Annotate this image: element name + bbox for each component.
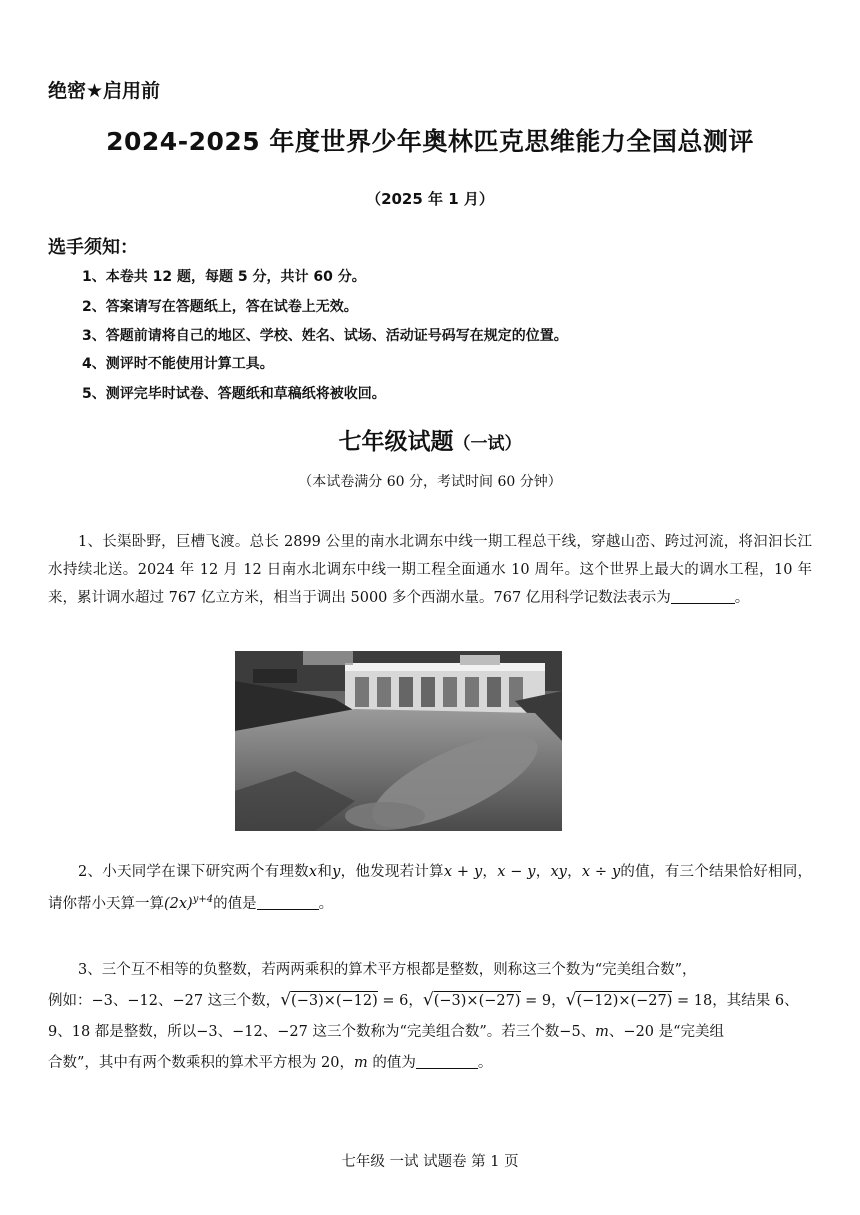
section-title-main: 七年级试题 [338,429,454,455]
secret-mark: 绝密★启用前 [48,80,161,102]
notice-rule: 5、测评完毕时试卷、答题纸和草稿纸将被收回。 [82,386,386,402]
answer-blank [416,1052,478,1069]
sqrt-sign: √ [565,990,577,1010]
water-project-photo-image [235,651,562,831]
question-3-text: 的值为 [367,1055,416,1071]
notice-rule: 1、本卷共 12 题，每题 5 分，共计 60 分。 [82,269,366,285]
question-3-text: = 18，其结果 6、 [672,993,799,1009]
answer-blank [671,587,735,604]
section-title [0,423,860,456]
question-2-text: 和 [317,864,333,880]
sqrt-radicand: (−3)×(−12) [291,993,378,1009]
exam-date: （2025 年 1 月） [366,190,494,208]
sqrt-radicand: (−12)×(−27) [576,993,673,1009]
question-1 [48,528,812,612]
var-y: y [332,864,341,880]
question-3 [48,956,812,984]
question-2-end: 。 [318,895,334,912]
question-2-text: 2、小天同学在课下研究两个有理数 [78,864,309,880]
exam-title: 2024-2025 年度世界少年奥林匹克思维能力全国总测评 [106,127,754,156]
var-m: m [353,1055,368,1071]
question-2-text: 的值是 [213,895,257,912]
sqrt-sign: √ [280,990,292,1010]
sqrt-radicand: (−3)×(−27) [433,993,521,1009]
question-3-text: 3、三个互不相等的负整数，若两两乘积的算术平方根都是整数，则称这三个数为“完美组合数”， [78,962,697,978]
notice-title: 选手须知： [48,237,138,258]
page-footer: 七年级 一试 试题卷 第 1 页 [341,1154,519,1170]
answer-blank [257,893,319,910]
question-3-text: 例如：−3、−12、−27 这三个数， [48,993,281,1009]
question-3-line3 [48,1018,812,1046]
exam-info: （本试卷满分 60 分，考试时间 60 分钟） [298,474,562,490]
question-1-end: 。 [734,590,750,606]
question-2: 2、小天同学在课下研究两个有理数x和y，他发现若计算x + y，x − y，xy，x ÷ y的值，有三个结果恰好相同，请你帮小天算一算$(2x)^{y+4}$的值是 。 [48,864,813,912]
notice-rule: 4、测评时不能使用计算工具。 [82,356,274,372]
expr-diff: x − y [497,864,536,880]
expr-sum: x + y [443,864,483,880]
expr-quotient: x ÷ y [581,864,621,880]
water-project-photo [235,651,562,831]
power-exponent: y+4 [192,894,214,905]
sqrt-sign: √ [422,990,434,1010]
expr-product: xy [550,864,567,880]
question-2-text: ，他发现若计算 [340,864,444,880]
question-3-example [48,986,812,1015]
notice-rule: 3、答题前请将自己的地区、学校、姓名、试场、活动证号码写在规定的位置。 [82,328,568,344]
section-subtitle: （一试） [453,434,522,454]
question-1-text: 1、长渠卧野，巨槽飞渡。总长 2899 公里的南水北调东中线一期工程总干线，穿越山峦、跨过河流，将汩汩长江水持续北送。2024 年 12 月 12 日南水北调东中线一期工程全面通水 10 周年。这个世界上最大的调水工程，10 年来，累计调水超过 767 亿立方米，相当于调出 5000 多个西湖水量。767 亿用科学记数法表示为 [48,534,812,606]
var-m: m [595,1024,609,1040]
power-base: (2x) [164,895,193,912]
question-3-text: 9、18 都是整数，所以−3、−12、−27 这三个数称为“完美组合数”。若三个数−5、 [48,1024,596,1040]
question-3-text: 合数”，其中有两个数乘积的算术平方根为 20， [48,1055,354,1071]
var-x: x [308,864,318,880]
notice-rule: 2、答案请写在答题纸上，答在试卷上无效。 [82,299,358,315]
question-3-text: = 9， [520,993,566,1009]
question-3-line4 [48,1049,812,1077]
question-3-text: = 6， [377,993,423,1009]
question-3-end: 。 [477,1055,493,1071]
question-2-text: 的值，有三个结果恰好相同，请你帮小天算一算 [48,864,813,912]
question-3-text: 、−20 是“完美组 [608,1024,725,1040]
